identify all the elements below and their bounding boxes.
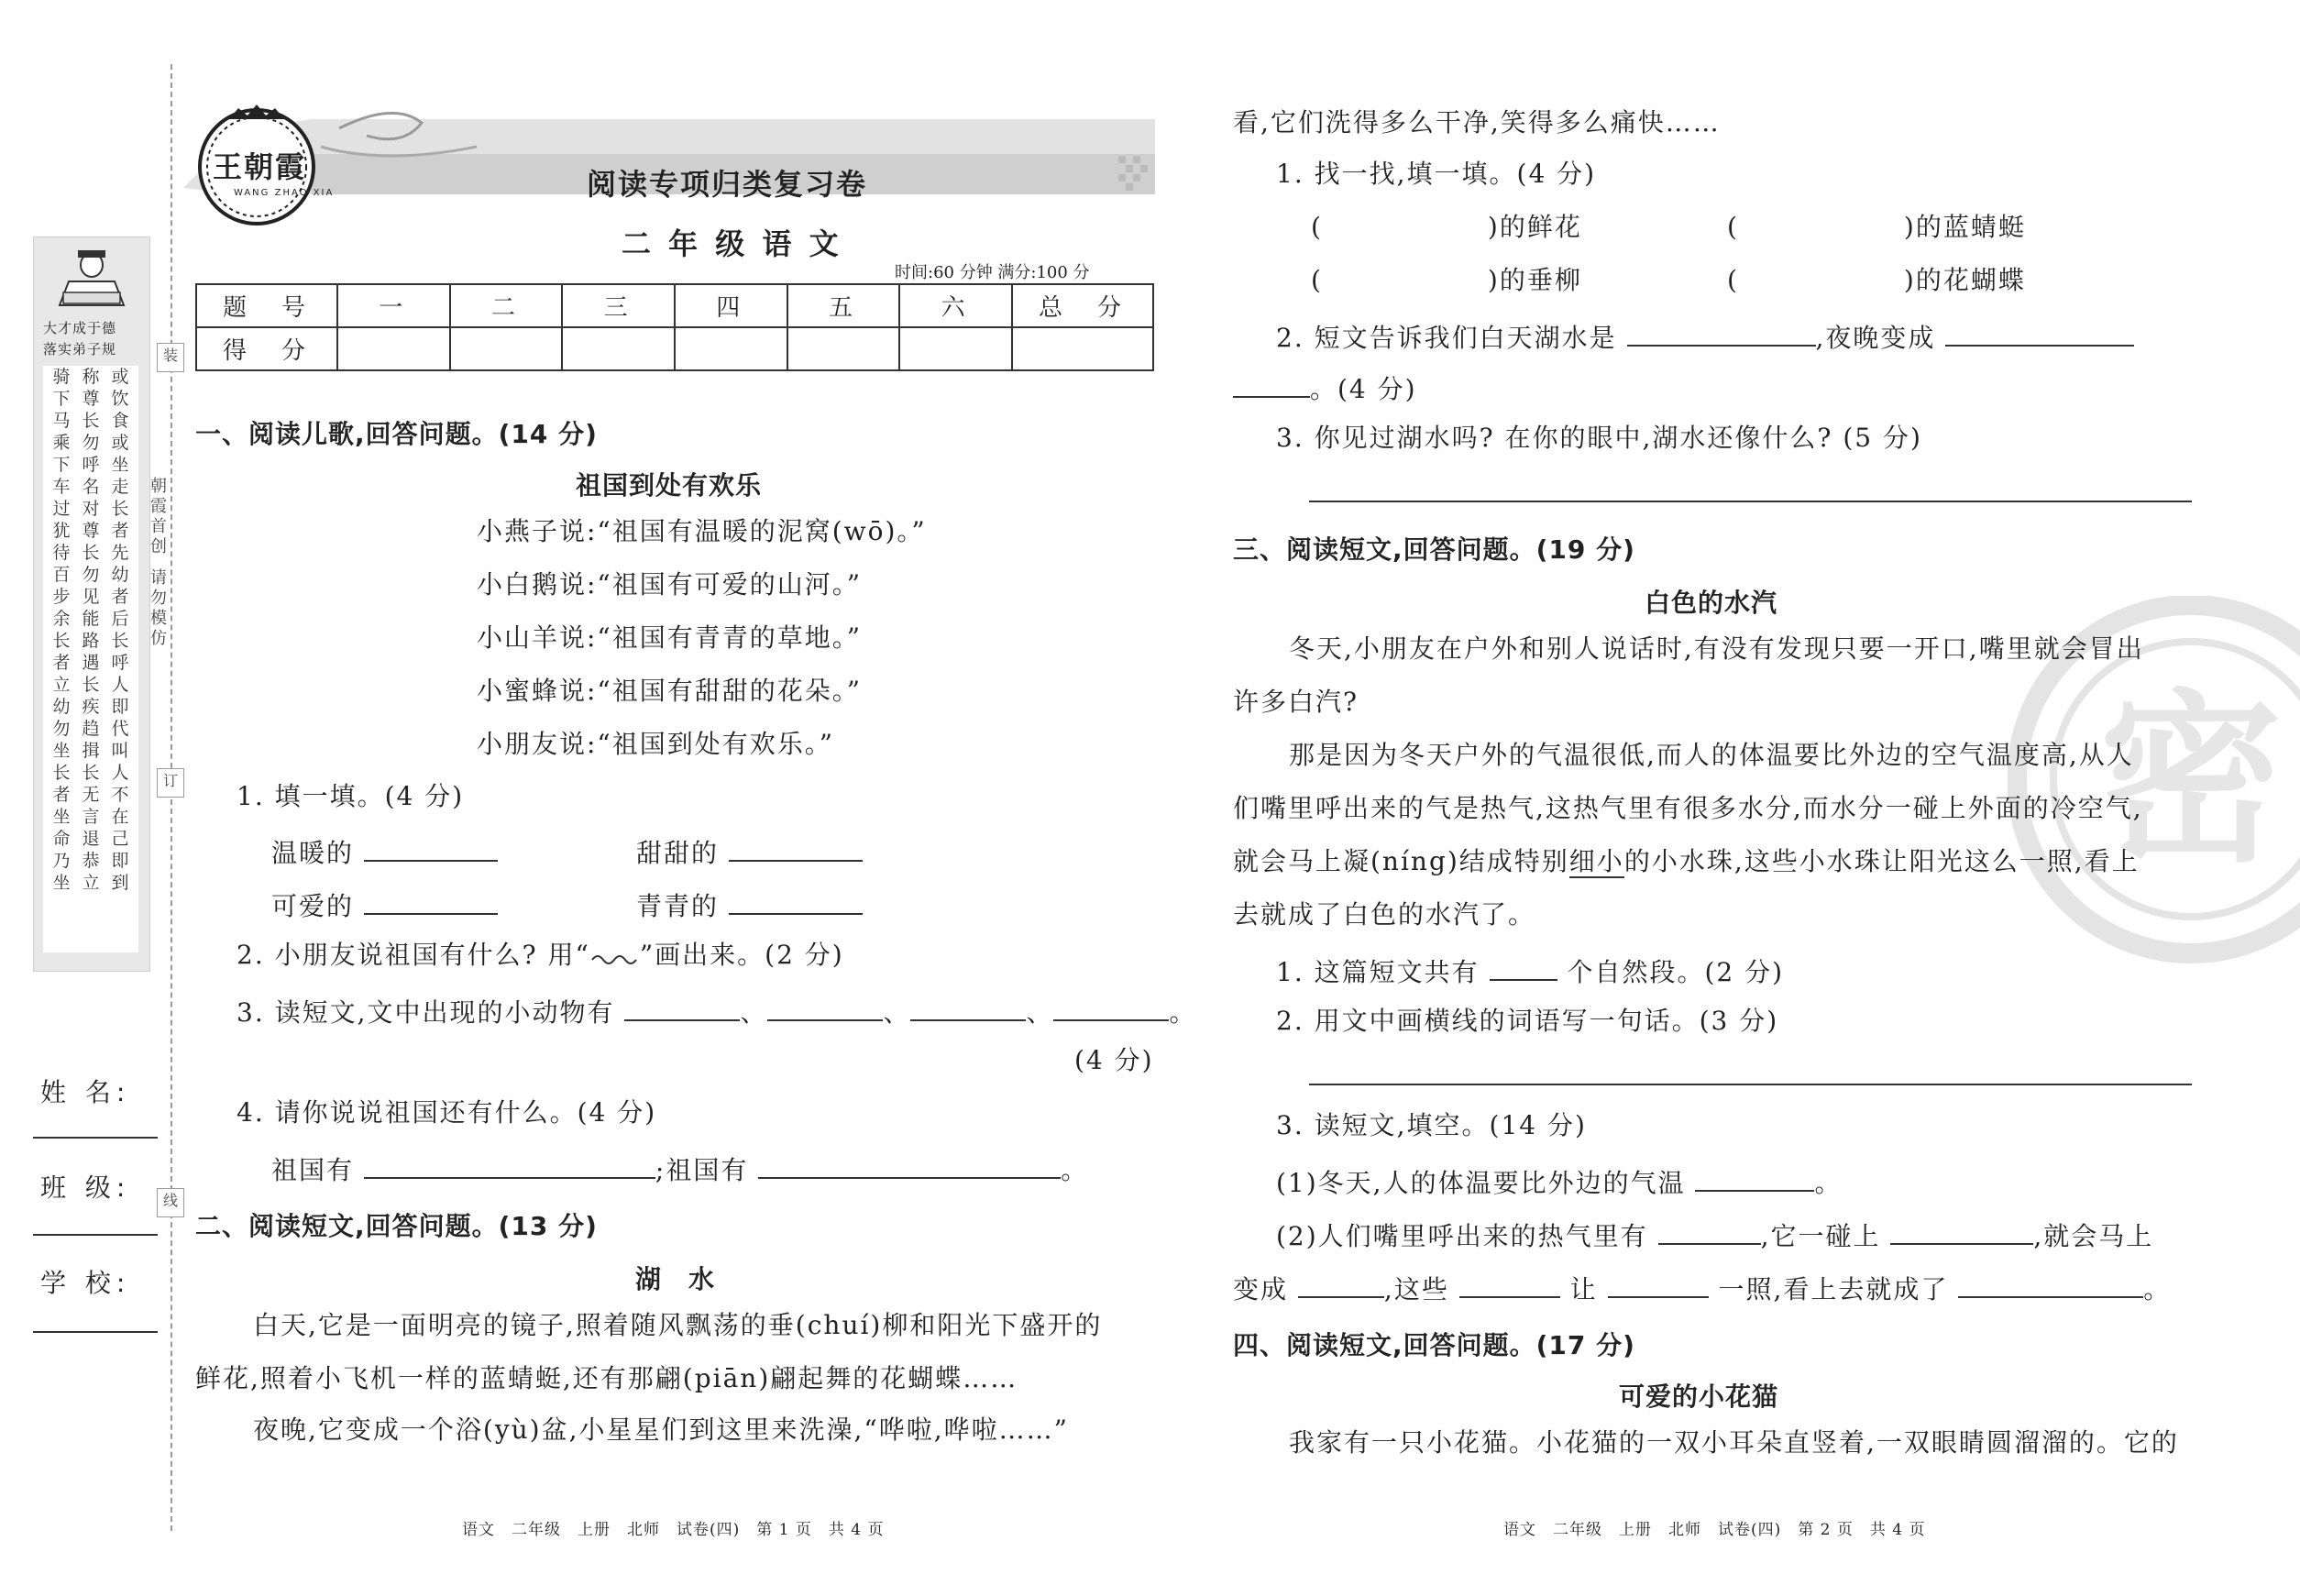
poem-line-4: 小蜜蜂说:“祖国有甜甜的花朵。” — [477, 676, 863, 706]
side-note-1: 朝霞首创 — [150, 477, 167, 556]
r2-end: 。(4 分) — [1310, 374, 1417, 404]
binding-tab-bottom: 线 — [157, 1188, 184, 1217]
score-header-cell: 题 号 — [196, 284, 337, 327]
score-header-cell: 三 — [562, 284, 675, 327]
score-header-cell: 四 — [675, 284, 787, 327]
vapor-p2-l3-a: 就会马上凝(níng)结成特别 — [1233, 846, 1569, 876]
school-label: 学 校: — [40, 1268, 131, 1298]
t1-text-a: 1. 这篇短文共有 — [1276, 957, 1480, 987]
t3-blank-5[interactable] — [1608, 1272, 1709, 1298]
q1-blank-c[interactable] — [364, 889, 498, 915]
t3-1-blank[interactable] — [1695, 1166, 1814, 1192]
question-1-4: 4. 请你说说祖国还有什么。(4 分) — [237, 1097, 657, 1128]
t3-1-end: 。 — [1814, 1168, 1843, 1198]
vapor-p1-l2: 许多白汽? — [1233, 687, 1359, 717]
q1-item-d — [636, 889, 863, 919]
vapor-p2-l2: 们嘴里呼出来的气是热气,这热气里有很多水分,而水分一碰上外面的冷空气, — [1233, 793, 2143, 823]
vapor-p2-l3-b: 的小水珠,这些小水珠让阳光这么一照,看上 — [1623, 846, 2140, 876]
score-table-score-row — [196, 327, 1153, 370]
q1-item-c-label: 可爱的 — [271, 891, 355, 921]
t3-2-text-c: ,就会马上 — [2033, 1221, 2154, 1251]
poem-line-2: 小白鹅说:“祖国有可爱的山河。” — [477, 569, 863, 600]
class-label: 班 级: — [40, 1172, 131, 1203]
score-header-cell: 五 — [787, 284, 900, 327]
logo-subtext: WANG ZHAO XIA — [234, 188, 335, 198]
q4-blank-a[interactable] — [364, 1153, 655, 1179]
q3-blank-1[interactable] — [624, 996, 740, 1021]
question-1-3 — [237, 996, 1197, 1026]
q4-label-b: ;祖国有 — [655, 1155, 749, 1185]
t3-3-text-b: ,这些 — [1383, 1274, 1449, 1304]
school-field[interactable] — [33, 1331, 158, 1333]
t3-item-2 — [1276, 1219, 2153, 1249]
t3-2-text-a: (2)人们嘴里呼出来的热气里有 — [1276, 1221, 1648, 1251]
question-3-3: 3. 读短文,填空。(14 分) — [1276, 1110, 1587, 1140]
q4-answer-line — [271, 1153, 1088, 1183]
binding-tab-mid: 订 — [157, 768, 184, 798]
section-2-title: 二、阅读短文,回答问题。(13 分) — [195, 1211, 598, 1241]
r1-item-c: ( )的垂柳 — [1311, 265, 1582, 295]
wavy-line-icon — [590, 949, 640, 965]
logo-text: 王朝霞 — [213, 149, 307, 184]
class-field[interactable] — [33, 1234, 158, 1236]
rules-column-1: 骑下马乘下车过犹待百步余长者立幼勿坐长者坐命乃坐 — [52, 367, 71, 893]
r2-mid: ,夜晚变成 — [1815, 323, 1936, 353]
score-header-cell: 六 — [899, 284, 1012, 327]
banner-title: 阅读专项归类复习卷 — [587, 167, 868, 202]
q1-item-c — [271, 889, 498, 919]
footer-right: 语文 二年级 上册 北师 试卷(四) 第 2 页 共 4 页 — [1503, 1521, 1926, 1539]
score-cell[interactable] — [562, 327, 675, 370]
side-note-2: 请勿模仿 — [150, 568, 167, 648]
q3-sep: 、 — [740, 997, 768, 1028]
footer-left: 语文 二年级 上册 北师 试卷(四) 第 1 页 共 4 页 — [462, 1521, 885, 1539]
t3-item-1 — [1276, 1166, 1843, 1196]
section-3-title: 三、阅读短文,回答问题。(19 分) — [1233, 534, 1635, 565]
underlined-word: 细小 — [1568, 846, 1624, 876]
score-cell[interactable] — [787, 327, 900, 370]
q1-item-b-label: 甜甜的 — [636, 838, 720, 868]
q3-blank-4[interactable] — [1053, 996, 1169, 1021]
section-4-title: 四、阅读短文,回答问题。(17 分) — [1233, 1330, 1635, 1360]
q3-score: (4 分) — [1074, 1045, 1154, 1075]
score-header-cell: 一 — [337, 284, 450, 327]
question-2-3: 3. 你见过湖水吗? 在你的眼中,湖水还像什么? (5 分) — [1276, 423, 1922, 453]
q3-blank-2[interactable] — [767, 996, 883, 1021]
score-cell[interactable] — [1012, 327, 1153, 370]
r2-blank-1[interactable] — [1627, 321, 1816, 347]
section-1-title: 一、阅读儿歌,回答问题。(14 分) — [195, 419, 598, 449]
q1-item-d-label: 青青的 — [636, 891, 720, 921]
r1-item-d: ( )的花蝴蝶 — [1727, 265, 2026, 295]
margin-panel — [33, 237, 150, 972]
q4-label-a: 祖国有 — [271, 1155, 355, 1185]
poem-line-3: 小山羊说:“祖国有青青的草地。” — [477, 622, 863, 653]
r2-blank-2-cont[interactable] — [1233, 372, 1310, 398]
r3-answer-line[interactable] — [1309, 501, 2192, 502]
r1-item-b: ( )的蓝蜻蜓 — [1727, 212, 2026, 242]
q2-text-post: ”画出来。(2 分) — [639, 940, 844, 970]
t3-blank-3[interactable] — [1298, 1272, 1384, 1298]
score-cell[interactable] — [675, 327, 787, 370]
lake-paragraph-2-line-1: 夜晚,它变成一个浴(yù)盆,小星星们到这里来洗澡,“哗啦,哗啦……” — [253, 1414, 1069, 1445]
q4-blank-b[interactable] — [758, 1153, 1061, 1179]
vapor-p2-l4: 去就成了白色的水汽了。 — [1233, 899, 1536, 930]
q1-item-a-label: 温暖的 — [271, 838, 355, 868]
score-table — [195, 283, 1154, 371]
t3-2-text-b: ,它一碰上 — [1760, 1221, 1881, 1251]
name-field[interactable] — [33, 1137, 158, 1139]
t3-blank-4[interactable] — [1459, 1272, 1560, 1298]
article-title-vapor: 白色的水汽 — [1645, 588, 1778, 618]
subject-title: 二 年 级 语 文 — [622, 226, 842, 261]
score-header-cell: 总 分 — [1012, 284, 1153, 327]
cat-paragraph-1: 我家有一只小花猫。小花猫的一双小耳朵直竖着,一双眼睛圆溜溜的。它的 — [1289, 1427, 2179, 1458]
t3-3-end: 。 — [2143, 1274, 2172, 1304]
motto-line-2: 落实弟子规 — [43, 341, 117, 358]
article-title-lake: 湖 水 — [635, 1264, 716, 1294]
name-label: 姓 名: — [40, 1077, 131, 1107]
binding-line — [171, 64, 172, 1531]
t3-2-blank-1[interactable] — [1658, 1219, 1761, 1245]
q3-end: 。 — [1169, 997, 1197, 1028]
binding-tab-top: 装 — [157, 343, 184, 372]
article-title-cat: 可爱的小花猫 — [1619, 1381, 1779, 1412]
r2-continuation — [1233, 372, 1417, 402]
score-cell[interactable] — [450, 327, 563, 370]
lake-paragraph-1-line-2: 鲜花,照着小飞机一样的蓝蜻蜓,还有那翩(piān)翩起舞的花蝴蝶…… — [195, 1363, 1018, 1393]
rules-column-2: 称尊长勿呼名对尊长勿见能路遇长疾趋揖长无言退恭立 — [82, 367, 100, 893]
question-3-1 — [1276, 955, 1784, 985]
score-cell[interactable] — [337, 327, 450, 370]
score-row-label: 得 分 — [196, 327, 337, 370]
t3-blank-6[interactable] — [1958, 1272, 2143, 1298]
q1-blank-b[interactable] — [729, 836, 863, 862]
q3-sep: 、 — [883, 997, 911, 1028]
t3-1-text: (1)冬天,人的体温要比外边的气温 — [1276, 1168, 1686, 1198]
q1-item-b — [636, 836, 863, 866]
t1-text-b: 个自然段。(2 分) — [1567, 957, 1785, 987]
t3-item-2-cont — [1233, 1272, 2171, 1303]
question-3-2: 2. 用文中画横线的词语写一句话。(3 分) — [1276, 1006, 1779, 1036]
q4-end: 。 — [1061, 1155, 1089, 1185]
q3-text: 3. 读短文,文中出现的小动物有 — [237, 997, 615, 1028]
score-header-cell: 二 — [450, 284, 563, 327]
lake-paragraph-1-line-1: 白天,它是一面明亮的镜子,照着随风飘荡的垂(chuí)柳和阳光下盛开的 — [253, 1310, 1103, 1340]
question-2-2 — [1276, 321, 2134, 351]
r2-text: 2. 短文告诉我们白天湖水是 — [1276, 323, 1617, 353]
q1-blank-a[interactable] — [364, 836, 498, 862]
rules-box — [43, 366, 138, 952]
q3-blank-3[interactable] — [910, 996, 1026, 1021]
r1-item-a: ( )的鲜花 — [1311, 212, 1582, 242]
motto-line-1: 大才成于德 — [43, 320, 117, 336]
poem-line-1: 小燕子说:“祖国有温暖的泥窝(wō)。” — [477, 516, 927, 546]
q1-blank-d[interactable] — [729, 889, 863, 915]
rules-column-3: 或饮食或坐走长者先幼者后长呼人即代叫人不在己即到 — [111, 367, 129, 893]
poem-title: 祖国到处有欢乐 — [576, 470, 763, 501]
t1-blank[interactable] — [1490, 955, 1557, 981]
t3-2-blank-2[interactable] — [1890, 1219, 2033, 1245]
question-1-2 — [237, 942, 844, 968]
r2-blank-2[interactable] — [1945, 321, 2134, 347]
vapor-p1-l1: 冬天,小朋友在户外和别人说话时,有没有发现只要一开口,嘴里就会冒出 — [1289, 633, 2144, 664]
lake-continuation: 看,它们洗得多么干净,笑得多么痛快…… — [1233, 107, 1721, 138]
poem-line-5: 小朋友说:“祖国到处有欢乐。” — [477, 729, 835, 759]
q1-item-a — [271, 836, 498, 866]
question-2-1: 1. 找一找,填一填。(4 分) — [1276, 159, 1597, 189]
watermark-text: 密 — [2098, 674, 2283, 887]
t3-3-text-c: 让 — [1569, 1274, 1598, 1304]
score-table-header-row — [196, 284, 1153, 327]
q2-text-pre: 2. 小朋友说祖国有什么? 用“ — [237, 940, 590, 970]
time-info: 时间:60 分钟 满分:100 分 — [895, 263, 1090, 282]
q3-sep: 、 — [1026, 997, 1054, 1028]
t3-3-text-a: 变成 — [1233, 1274, 1289, 1304]
question-1-1: 1. 填一填。(4 分) — [237, 781, 465, 811]
t2-answer-line[interactable] — [1309, 1084, 2192, 1085]
t3-3-text-d: 一照,看上去就成了 — [1718, 1274, 1949, 1304]
score-cell[interactable] — [899, 327, 1012, 370]
scholar-icon — [50, 245, 133, 309]
vapor-p2-l1: 那是因为冬天户外的气温很低,而人的体温要比外边的空气温度高,从人 — [1289, 740, 2134, 770]
vapor-p2-l3 — [1233, 846, 2140, 876]
